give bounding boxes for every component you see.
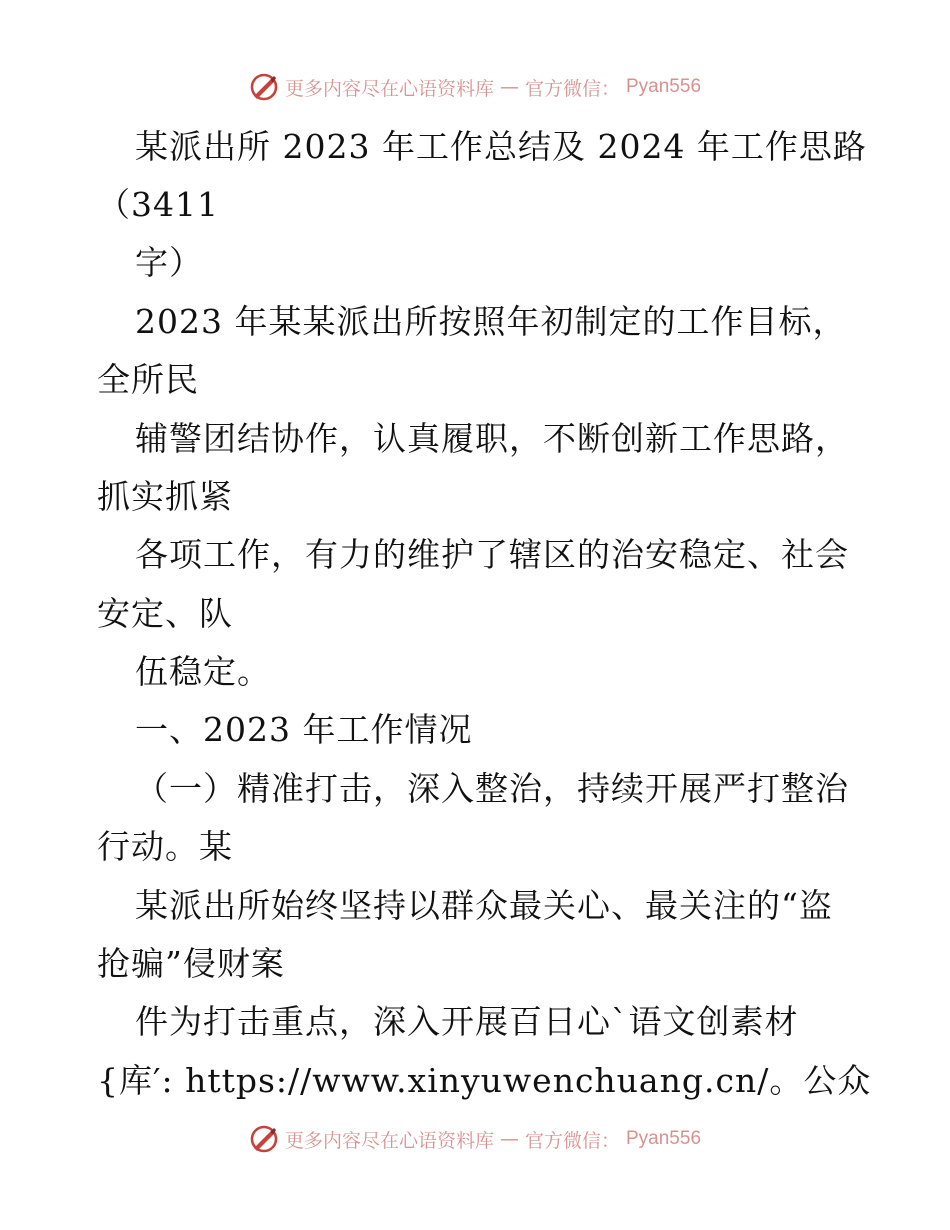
watermark-wechat-handle: Pyan556 bbox=[626, 76, 702, 97]
text-line: 抓实抓紧 bbox=[97, 477, 233, 516]
footer-watermark bbox=[0, 1124, 950, 1154]
watermark-site-text: 更多内容尽在心语资料库 bbox=[284, 77, 494, 100]
text-line: （3411 bbox=[97, 185, 219, 224]
watermark-separator: — bbox=[499, 76, 519, 98]
subsection-heading: （一）精准打击，深入整治，持续开展严打整治 bbox=[135, 769, 849, 808]
text-line: 各项工作，有力的维护了辖区的治安稳定、社会 bbox=[135, 535, 849, 574]
section-heading: 一、2023 年工作情况 bbox=[135, 710, 473, 749]
text-line: 字） bbox=[135, 243, 203, 282]
text-line: 某派出所始终坚持以群众最关心、最关注的“盗 bbox=[135, 886, 833, 925]
text-line: 件为打击重点，深入开展百日心`语文创素材 bbox=[135, 1002, 799, 1041]
text-line: 某派出所 2023 年工作总结及 2024 年工作思路 bbox=[135, 127, 867, 166]
watermark-wechat-handle: Pyan556 bbox=[626, 1128, 702, 1149]
text-line: 抢骗”侵财案 bbox=[97, 944, 285, 983]
header-watermark bbox=[0, 72, 950, 102]
text-line: 全所民 bbox=[97, 360, 199, 399]
text-line: 行动。某 bbox=[97, 827, 233, 866]
text-line: 2023 年某某派出所按照年初制定的工作目标， bbox=[135, 302, 847, 341]
text-line: 辅警团结协作，认真履职，不断创新工作思路， bbox=[135, 419, 849, 458]
pen-logo-icon bbox=[249, 72, 279, 102]
watermark-wechat-label: 官方微信： bbox=[524, 77, 620, 100]
text-line: 安定、队 bbox=[97, 594, 233, 633]
text-line: {库′: https://www.xinyuwenchuang.cn/。公众 bbox=[97, 1061, 872, 1100]
watermark-site-text: 更多内容尽在心语资料库 bbox=[284, 1129, 494, 1152]
pen-logo-icon bbox=[249, 1124, 279, 1154]
watermark-separator: — bbox=[499, 1128, 519, 1150]
watermark-wechat-label: 官方微信： bbox=[524, 1129, 620, 1152]
text-line: 伍稳定。 bbox=[135, 652, 271, 691]
